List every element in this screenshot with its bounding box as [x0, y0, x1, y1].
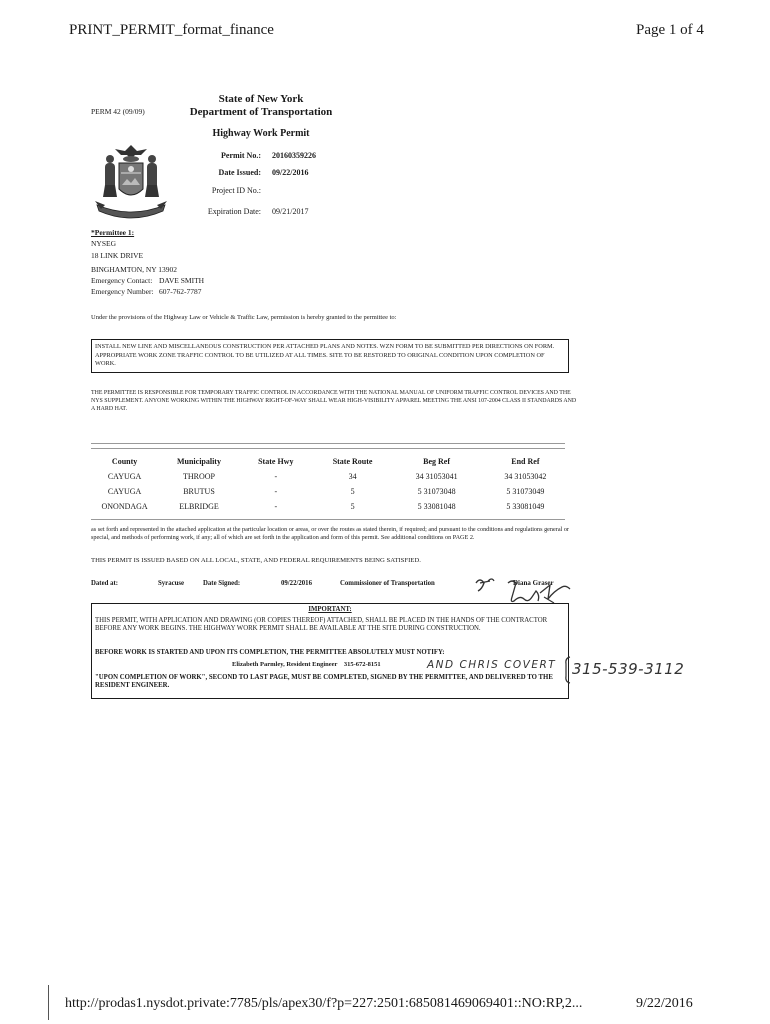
- state-name: State of New York: [218, 93, 304, 105]
- expiration-value: 09/21/2017: [272, 207, 309, 216]
- beg-ref-cell: 5 31073048: [417, 487, 456, 496]
- footer-url: http://prodas1.nysdot.private:7785/pls/apex30/f?p=227:2501:685081469069401::NO:RP,2...: [65, 996, 583, 1011]
- emergency-contact-value: DAVE SMITH: [159, 276, 205, 286]
- permittee-address-line1: 18 LINK DRIVE: [91, 250, 144, 260]
- column-header: State Hwy: [258, 457, 294, 466]
- emergency-number-value: 607-762-7787: [159, 287, 202, 297]
- date-issued-value: 09/22/2016: [272, 168, 309, 177]
- end-ref-cell: 5 31073049: [506, 487, 545, 496]
- handwritten-bracket-icon: [563, 656, 573, 684]
- table-row: [91, 499, 571, 514]
- municipality-cell: BRUTUS: [183, 487, 215, 496]
- column-header: End Ref: [511, 457, 540, 466]
- permit-no-value: 20160359226: [272, 151, 316, 160]
- beg-ref-cell: 5 33081048: [417, 502, 456, 511]
- state-route-cell: 5: [350, 502, 355, 511]
- set-forth-text: as set forth and represented in the attached application at the particular location or areas, or over the routes as stated therein, if required; and pursuant to the conditions and regulations general or special, and methods of performing work, if any; all of which are set forth in the application and form of this permit. See additional conditions on PAGE 2.: [91, 526, 569, 541]
- routes-table: [91, 456, 571, 514]
- date-signed-label: Date Signed:: [203, 580, 241, 587]
- important-title: IMPORTANT:: [308, 606, 352, 613]
- emergency-number-label: Emergency Number:: [91, 287, 154, 297]
- date-issued-label: Date Issued:: [218, 168, 261, 177]
- column-header: Beg Ref: [423, 457, 451, 466]
- important-text-completion: "UPON COMPLETION OF WORK", SECOND TO LAST PAGE, MUST BE COMPLETED, SIGNED BY THE PERMITTEE, AND DELIVERED TO THE RESIDENT ENGINEER.: [95, 674, 553, 690]
- print-title: PRINT_PERMIT_format_finance: [69, 22, 274, 38]
- permittee-block: [91, 227, 204, 298]
- state-route-cell: 34: [348, 472, 357, 481]
- column-header: County: [111, 457, 138, 466]
- municipality-cell: ELBRIDGE: [179, 502, 219, 511]
- important-notice-box: [91, 603, 569, 699]
- state-hwy-cell: -: [274, 487, 278, 496]
- divider: [91, 443, 565, 444]
- municipality-cell: THROOP: [182, 472, 215, 481]
- engineer-phone: 315-672-8151: [343, 661, 381, 668]
- form-code: PERM 42 (09/09): [91, 107, 145, 116]
- end-ref-cell: 5 33081049: [506, 502, 545, 511]
- beg-ref-cell: 34 31053041: [415, 472, 458, 481]
- issued-statement: THIS PERMIT IS ISSUED BASED ON ALL LOCAL, STATE, AND FEDERAL REQUIREMENTS BEING SATISFIED.: [91, 557, 421, 564]
- expiration-label: Expiration Date:: [207, 207, 261, 216]
- handwritten-phone: 315-539-3112: [572, 660, 685, 678]
- end-ref-cell: 34 31053042: [504, 472, 547, 481]
- important-text-notify: BEFORE WORK IS STARTED AND UPON ITS COMPLETION, THE PERMITTEE ABSOLUTELY MUST NOTIFY:: [95, 649, 445, 656]
- county-cell: ONONDAGA: [101, 502, 148, 511]
- important-text-placement: THIS PERMIT, WITH APPLICATION AND DRAWING (OR COPIES THEREOF) ATTACHED, SHALL BE PLACED IN THE HANDS OF THE CONTRACTOR BEFORE ANY WORK BEGINS. THE HIGHWAY WORK PERMIT SHALL BE AVAILABLE AT THE SITE DURING CONSTRUCTION.: [95, 617, 548, 633]
- permit-title: Highway Work Permit: [212, 128, 310, 139]
- agency-title: [186, 93, 336, 119]
- state-seal-icon: [91, 143, 171, 221]
- footer-date: 9/22/2016: [636, 996, 693, 1011]
- emergency-contact-label: Emergency Contact:: [91, 276, 153, 286]
- permittee-address-line2: BINGHAMTON, NY 13902: [91, 264, 178, 274]
- margin-mark: [48, 985, 49, 1020]
- work-description-box: INSTALL NEW LINE AND MISCELLANEOUS CONSTRUCTION PER ATTACHED PLANS AND NOTES. WZN FORM TO BE SUBMITTED PER DIRECTIONS ON FORM. APPROPRIATE WORK ZONE TRAFFIC CONTROL TO BE UTILIZED AT ALL TIMES. SITE TO BE RESTORED TO ORIGINAL CONDITION UPON COMPLETION OF WORK.: [91, 339, 569, 373]
- project-id-label: Project ID No.:: [211, 186, 261, 195]
- grant-text: Under the provisions of the Highway Law or Vehicle & Traffic Law, permission is hereby granted to the permittee to:: [91, 314, 397, 321]
- resident-engineer: [232, 661, 381, 669]
- table-header-row: [91, 456, 571, 469]
- page-number: Page 1 of 4: [636, 22, 704, 38]
- permit-no-label: Permit No.:: [221, 151, 261, 160]
- county-cell: CAYUGA: [107, 487, 142, 496]
- engineer-name: Elizabeth Parmley, Resident Engineer: [232, 661, 338, 668]
- dated-at-value: Syracuse: [158, 580, 185, 587]
- divider: [91, 519, 565, 520]
- date-signed-value: 09/22/2016: [281, 580, 312, 587]
- state-hwy-cell: -: [274, 502, 278, 511]
- state-route-cell: 5: [350, 487, 355, 496]
- responsibility-text: THE PERMITTEE IS RESPONSIBLE FOR TEMPORARY TRAFFIC CONTROL IN ACCORDANCE WITH THE NATIONAL MANUAL OF UNIFORM TRAFFIC CONTROL DEVICES AND THE NYS SUPPLEMENT. ANYONE WORKING WITHIN THE HIGHWAY RIGHT-OF-WAY SHALL WEAR HIGH-VISIBILITY APPAREL MEETING THE ANSI 107-2004 CLASS II STANDARDS AND A HARD HAT.: [91, 390, 577, 412]
- county-cell: CAYUGA: [107, 472, 142, 481]
- department-name: Department of Transportation: [189, 106, 333, 118]
- table-row: [91, 484, 571, 499]
- divider: [91, 448, 565, 449]
- signer-name: Diana Graser: [513, 579, 554, 587]
- permittee-label: *Permittee 1:: [91, 228, 135, 237]
- dated-at-label: Dated at:: [91, 580, 118, 587]
- handwritten-note: AND CHRIS COVERT: [427, 659, 557, 671]
- commissioner-label: Commissioner of Transportation: [340, 580, 435, 587]
- permittee-name: NYSEG: [91, 239, 117, 249]
- column-header: Municipality: [176, 457, 221, 466]
- state-hwy-cell: -: [274, 472, 278, 481]
- column-header: State Route: [332, 457, 373, 466]
- table-row: [91, 469, 571, 484]
